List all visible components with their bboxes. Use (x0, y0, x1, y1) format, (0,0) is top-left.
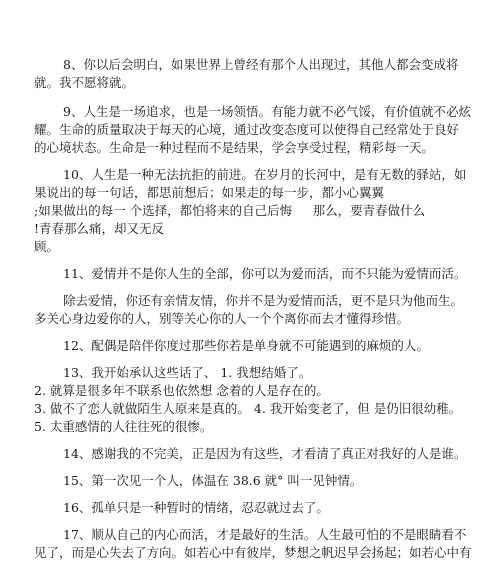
paragraph-9-line-1: 9、人生是一场追求，也是一场领悟。有能力就不必气馁，有价值就不必炫 (63, 104, 471, 119)
paragraph-8-line-2: 就。我不愿将就。 (34, 75, 135, 90)
paragraph-9-line-3: 的心境状态。生命是一种过程而不是结果，学会享受过程，精彩每一天。 (34, 140, 435, 155)
paragraph-13-line-4: 5. 太重感情的人往往死的很惨。 (34, 419, 213, 434)
paragraph-11-line-1: 11、爱情并不是你人生的全部，你可以为爱而活，而不只能为爱情而活。 (63, 266, 467, 281)
paragraph-11b-line-1: 除去爱情，你还有亲情友情，你并不是为爱情而活，更不是只为他而生。 (63, 293, 464, 308)
paragraph-10-line-2: 果说出的每一句话，都思前想后；如果走的每一步，都小心翼翼 (34, 185, 385, 200)
paragraph-13-line-1: 13、我开始承认这些话了、 1. 我想结婚了。 (63, 365, 312, 380)
paragraph-10-line-4: !青春那么痛，却又无反 (34, 221, 165, 236)
paragraph-17-line-2: 见了，而是心失去了方向。如若心中有彼岸，梦想之帆迟早会扬起；如若心中有 (34, 545, 472, 560)
paragraph-10-line-1: 10、人生是一种无法抗拒的前进。在岁月的长河中，是有无数的驿站，如 (63, 167, 467, 182)
paragraph-17-line-1: 17、顺从自己的内心而活，才是最好的生活。人生最可怕的不是眼睛看不 (63, 527, 467, 542)
paragraph-10-line-5: 顾。 (34, 239, 60, 254)
paragraph-12-line-1: 12、配偶是陪伴你度过那些你若是单身就不可能遇到的麻烦的人。 (63, 338, 429, 353)
paragraph-8-line-1: 8、你以后会明白，如果世界上曾经有那个人出现过，其他人都会变成将 (63, 57, 459, 72)
paragraph-16-line-1: 16、孤单只是一种暂时的情绪，忍忍就过去了。 (63, 500, 329, 515)
paragraph-9-line-2: 耀。生命的质量取决于每天的心境，通过改变态度可以使得自己经常处于良好 (34, 122, 460, 137)
paragraph-10-line-3: ;如果做出的每一 个选择，都怕将来的自己后悔 那么，要青春做什么 (34, 203, 426, 218)
paragraph-14-line-1: 14、感谢我的不完美，正是因为有这些，才看清了真正对我好的人是谁。 (63, 446, 467, 461)
paragraph-13-line-2: 2. 就算是很多年不联系也依然想 念着的人是存在的。 (34, 383, 329, 398)
paragraph-11b-line-2: 多关心身边爱你的人，别等关心你的人一个个离你而去才懂得珍惜。 (34, 311, 410, 326)
paragraph-15-line-1: 15、第一次见一个人，体温在 38.6 就° 叫一见钟情。 (63, 473, 363, 488)
paragraph-13-line-3: 3. 做不了恋人就做陌生人原来是真的。 4. 我开始变老了，但 是仍旧很幼稚。 (34, 401, 462, 416)
